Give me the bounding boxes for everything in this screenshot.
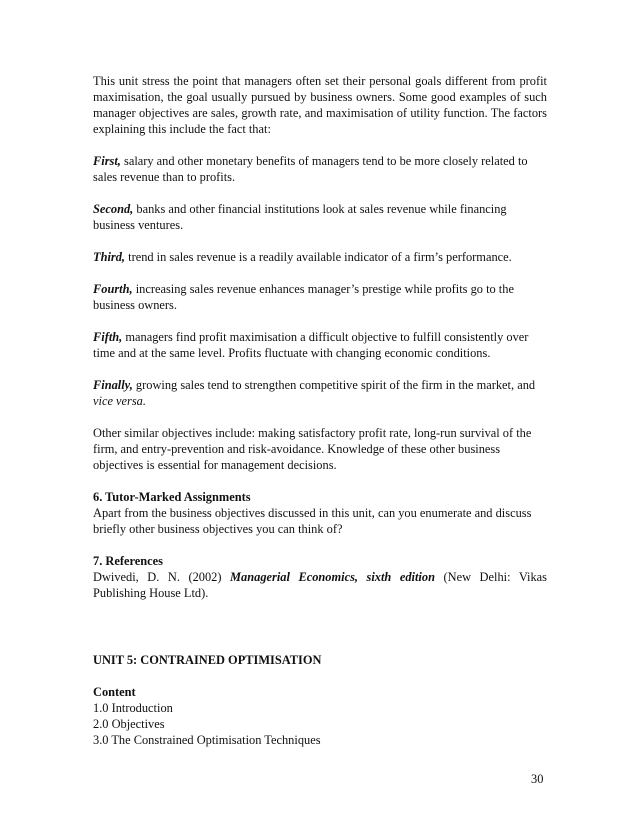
factor-lead: Third, bbox=[93, 250, 126, 264]
intro-paragraph: This unit stress the point that managers often set their personal goals different from profit maximisation, the goal usually pursued by business owners. Some good examples of such manager objectives are sales, growth rate, and maximisation of utility function. The factors explaining this include the fact that: bbox=[93, 74, 547, 136]
reference-publisher: (New Delhi: Vikas Publishing House Ltd). bbox=[93, 570, 547, 600]
reference-entry bbox=[93, 569, 547, 601]
factor-first bbox=[93, 153, 547, 185]
factor-fourth bbox=[93, 281, 547, 313]
tma-heading: 6. Tutor-Marked Assignments bbox=[93, 490, 251, 504]
references-heading: 7. References bbox=[93, 554, 163, 568]
factor-text: trend in sales revenue is a readily available indicator of a firm’s performance. bbox=[125, 250, 512, 264]
factor-lead: Finally, bbox=[93, 378, 133, 392]
factor-text: increasing sales revenue enhances manager’s prestige while profits go to the business owners. bbox=[93, 282, 514, 312]
factor-second bbox=[93, 201, 547, 233]
other-objectives-paragraph: Other similar objectives include: making satisfactory profit rate, long-run survival of the firm, and entry-prevention and risk-avoidance. Knowledge of these other business objectives is essential for management decisions. bbox=[93, 426, 532, 472]
toc-item: 3.0 The Constrained Optimisation Techniques bbox=[93, 733, 321, 747]
factor-tail: vice versa. bbox=[93, 394, 146, 408]
reference-author: Dwivedi, D. N. (2002) bbox=[93, 570, 231, 584]
unit5-section bbox=[93, 652, 547, 748]
factor-text: banks and other financial institutions look at sales revenue while financing business ventures. bbox=[93, 202, 507, 232]
page-number: 30 bbox=[531, 772, 544, 786]
page-body bbox=[93, 73, 547, 601]
factor-fifth bbox=[93, 329, 547, 361]
reference-title: Managerial Economics, sixth edition bbox=[230, 570, 435, 584]
factor-text: managers find profit maximisation a difficult objective to fulfill consistently over time and at the same level. Profits fluctuate with changing economic conditions. bbox=[93, 330, 529, 360]
factor-text: salary and other monetary benefits of managers tend to be more closely related to sales revenue than to profits. bbox=[93, 154, 528, 184]
factor-lead: Fifth, bbox=[93, 330, 123, 344]
toc-item: 1.0 Introduction bbox=[93, 701, 173, 715]
factor-lead: Second, bbox=[93, 202, 134, 216]
factor-finally bbox=[93, 377, 547, 409]
factor-text: growing sales tend to strengthen competitive spirit of the firm in the market, and bbox=[132, 378, 536, 392]
content-heading: Content bbox=[93, 685, 136, 699]
tma-text: Apart from the business objectives discussed in this unit, can you enumerate and discuss briefly other business objectives you can think of? bbox=[93, 506, 532, 536]
toc-item: 2.0 Objectives bbox=[93, 717, 165, 731]
factor-lead: First, bbox=[93, 154, 121, 168]
factor-lead: Fourth, bbox=[93, 282, 133, 296]
factor-third bbox=[93, 249, 547, 265]
unit5-title: UNIT 5: CONTRAINED OPTIMISATION bbox=[93, 653, 322, 667]
